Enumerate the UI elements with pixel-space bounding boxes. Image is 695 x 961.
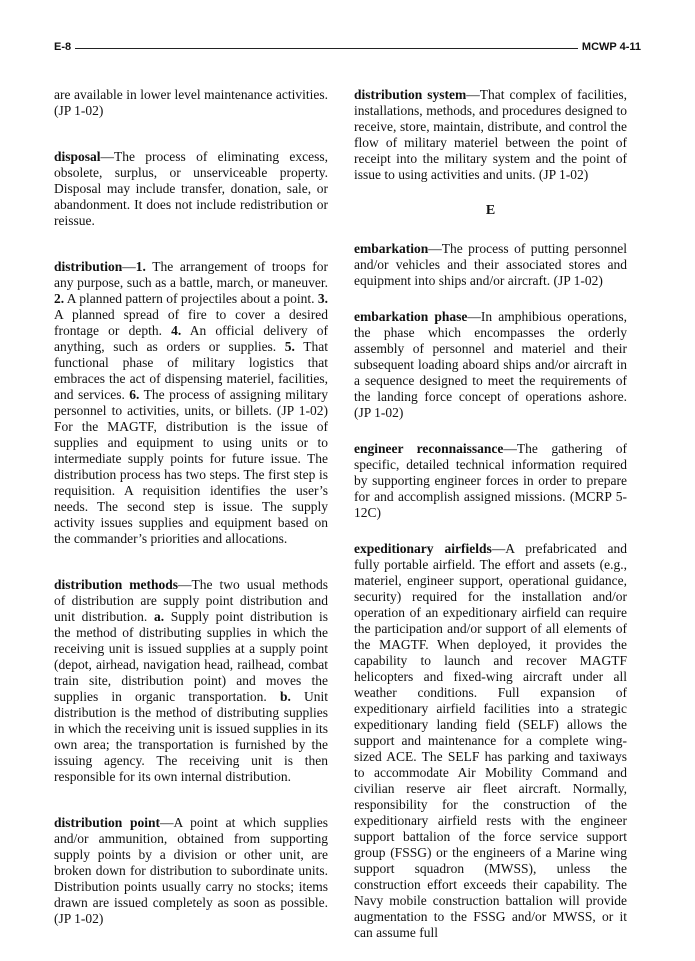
definition-number: 4. (171, 323, 182, 338)
entry-definition: —A point at which supplies and/or ammunition, obtained from supporting supply points by a division or other unit, are broken down for distribution to subordinate units. Distribution points usually carry no stocks; items drawn are issued completely as soon as possible. (JP 1-02) (54, 815, 328, 926)
entry-term: embarkation phase (354, 309, 468, 324)
entry-engineer-reconnaissance (354, 441, 627, 521)
entry-distribution-system (354, 87, 627, 183)
header-rule (54, 48, 641, 49)
definition-text: A planned spread of fire to cover a desired frontage or depth. (54, 307, 328, 338)
entry-distribution (54, 259, 328, 547)
continued-entry (54, 87, 328, 119)
entry-term: engineer reconnaissance (354, 441, 504, 456)
definition-number: 2. (54, 291, 65, 306)
definition-text: A planned pattern of projectiles about a point. (64, 291, 318, 306)
entry-embarkation (354, 241, 627, 289)
page-header (54, 40, 641, 58)
entry-term: distribution system (354, 87, 467, 102)
entry-distribution-methods (54, 577, 328, 785)
definition-letter: b. (279, 689, 291, 704)
definition-number: 5. (284, 339, 295, 354)
entry-disposal (54, 149, 328, 229)
definition-number: 6. (129, 387, 140, 402)
entry-term: disposal (54, 149, 101, 164)
definition-text: The process of assigning military personnel to activities, units, or billets. (JP 1-02) For the MAGTF, distribution is the issue of supplies and equipment to using units or to intermediate supply points for future issue. The distribution process has two steps. The first step is requisition. A requisition identifies the user’s needs. The second step is issue. The supply activity issues supplies and equipment based on the commander’s priorities and allocations. (54, 387, 328, 546)
entry-definition: —In amphibious operations, the phase which encompasses the orderly assembly of personnel and materiel and their subsequent loading aboard ships and/or aircraft in a sequence designed to meet the requirements of the landing force concept of operations ashore. (JP 1-02) (354, 309, 627, 420)
definition-text: —The two usual methods of distribution are supply point distribution and unit distribution. (54, 577, 329, 624)
entry-definition: —The gathering of specific, detailed technical information required by supporting engineer forces in order to prepare for and accomplish assigned missions. (MCRP 5-12C) (354, 441, 627, 520)
definition-letter: a. (153, 609, 165, 624)
entry-distribution-point (54, 815, 328, 927)
entry-definition: —That complex of facilities, installations, methods, and procedures designed to receive, store, maintain, distribute, and control the flow of military materiel between the point of receipt into the military system and the point of issue to using activities and units. (JP 1-02) (354, 87, 628, 182)
entry-term: expeditionary airfields (354, 541, 492, 556)
entry-definition: —The process of eliminating excess, obsolete, surplus, or unserviceable property. Disposal may include transfer, donation, sale, or abandonment. It does not include redistribution or reissue. (54, 149, 328, 228)
definition-text: Supply point distribution is the method of distributing supplies in which the receiving unit is issued supplies at a supply point (depot, airhead, navigation head, railhead, combat train site, distribution point) and moves the supplies in organic transportation. (54, 609, 328, 704)
definition-text: An official delivery of anything, such as orders or supplies. (54, 323, 328, 354)
entry-definition: —The process of putting personnel and/or vehicles and their associated stores and equipment into ships and/or aircraft. (JP 1-02) (354, 241, 627, 288)
entry-expeditionary-airfields (354, 541, 627, 941)
em-dash: — (122, 259, 136, 274)
publication-id: MCWP 4-11 (578, 41, 641, 53)
right-column (354, 87, 627, 961)
entry-term: embarkation (354, 241, 429, 256)
entry-embarkation-phase (354, 309, 627, 421)
definition-text: The arrangement of troops for any purpose, such as a battle, march, or maneuver. (54, 259, 328, 290)
page-number: E-8 (54, 41, 75, 53)
section-letter-heading: E (485, 203, 496, 218)
definition-number: 1. (135, 259, 146, 274)
entry-term: distribution point (54, 815, 160, 830)
entry-definition: —A prefabricated and fully portable airfield. The effort and assets (e.g., materiel, engineer support, operational guidance, security) required for the installation and/or operation of an expeditionary airfield can require the participation and/or support of all elements of the MAGTF. When deployed, it provides the capability to launch and recover MAGTF helicopters and fixed-wing aircraft under all weather conditions. Full expansion of expeditionary airfield facilities into a strategic expeditionary landing field (SELF) allows the support and maintenance for a complete wing-sized ACE. The SELF has parking and taxiways to accommodate Air Mobility Command and civilian reserve air fleet aircraft. Normally, responsibility for the construction of the expeditionary airfield rests with the engineer support battalion of the force service support group (FSSG) or the engineers of a Marine wing support squadron (MWSS), unless the construction effort exceeds their capability. The Navy mobile construction battalion will provide augmentation to the FSSG and/or MWSS, or it can assume full (354, 541, 627, 940)
definition-text: That functional phase of military logistics that embraces the act of dispensing materiel, facilities, and services. (54, 339, 328, 402)
definition-text: Unit distribution is the method of distributing supplies in which the receiving unit is issued supplies in its own area; the transportation is furnished by the issuing agency. The receiving unit is then responsible for its own internal distribution. (54, 689, 328, 784)
continued-text: are available in lower level maintenance activities. (JP 1-02) (54, 87, 328, 118)
entry-term: distribution methods (54, 577, 179, 592)
entry-term: distribution (54, 259, 123, 274)
left-column (54, 87, 328, 947)
definition-number: 3. (317, 291, 328, 306)
